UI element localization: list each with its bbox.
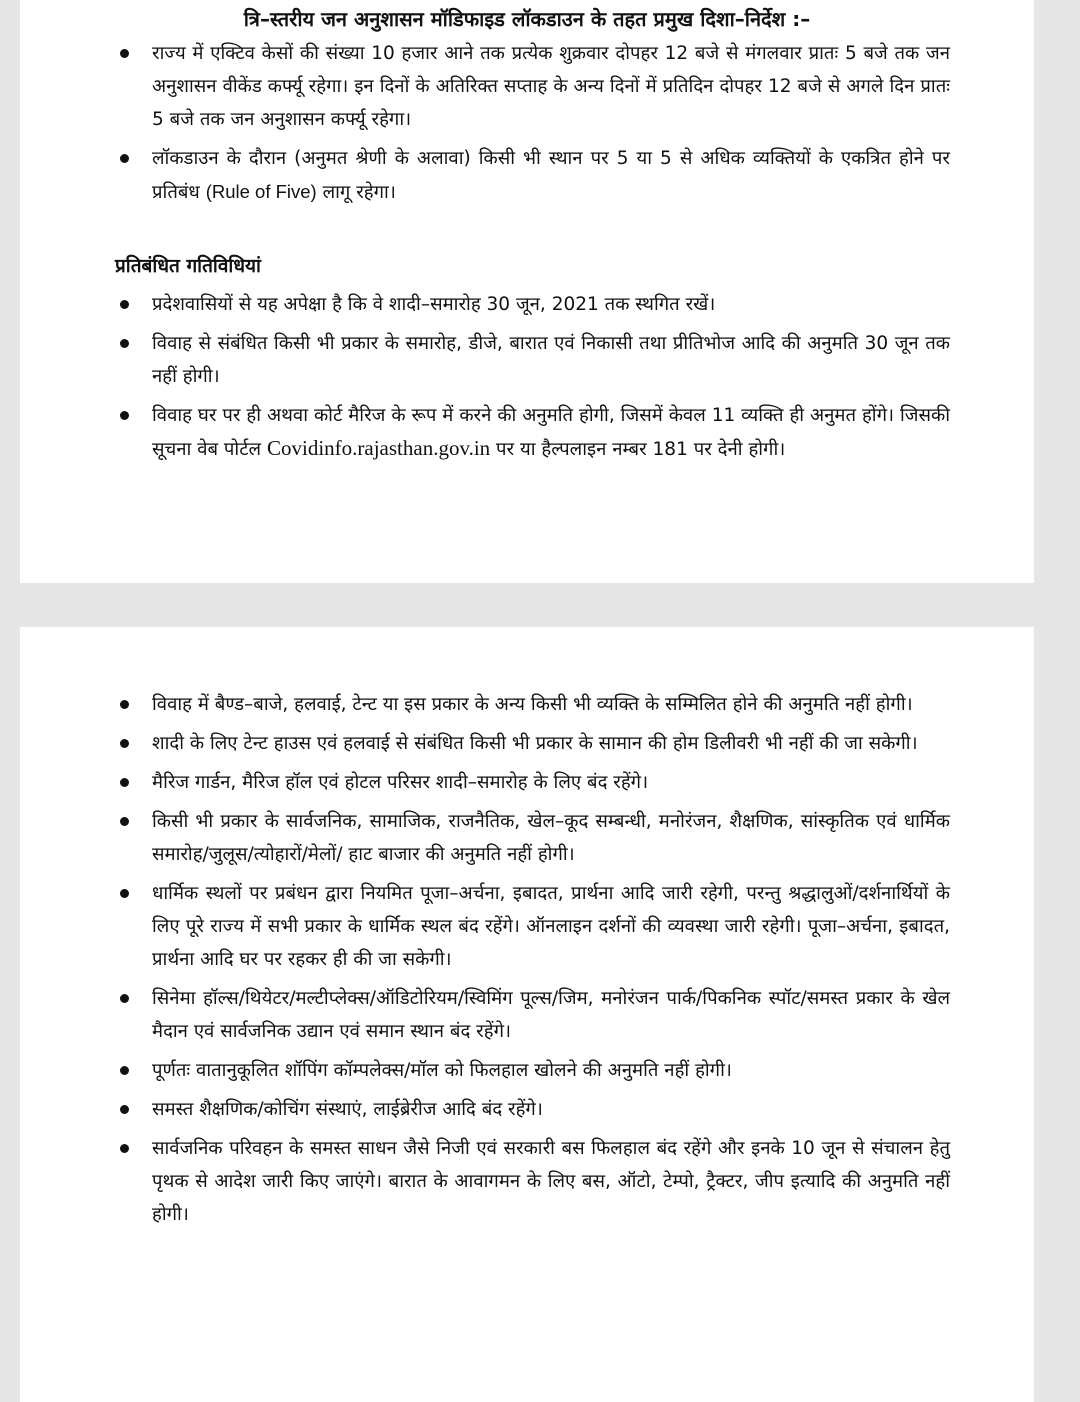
- intro-list: [118, 37, 950, 209]
- document-page-1: [20, 0, 1034, 583]
- bullet-icon: [120, 700, 129, 709]
- bullet-icon: [120, 889, 129, 898]
- restricted-list: [118, 288, 950, 466]
- list-item: मैरिज गार्डन, मैरिज हॉल एवं होटल परिसर शादी–समारोह के लिए बंद रहेंगे।: [118, 766, 950, 799]
- list-item: राज्य में एक्टिव केसों की संख्या 10 हजार आने तक प्रत्येक शुक्रवार दोपहर 12 बजे से मंगलवार प्रातः 5 बजे तक जन अनुशासन वीकेंड कर्फ्यू रहेगा। इन दिनों के अतिरिक्त सप्ताह के अन्य दिनों में प्रतिदिन दोपहर 12 बजे से अगले दिन प्रातः 5 बजे तक जन अनुशासन कर्फ्यू रहेगा।: [118, 37, 950, 136]
- bullet-icon: [120, 778, 129, 787]
- bullet-icon: [120, 1105, 129, 1114]
- list-item: सिनेमा हॉल्स/थियेटर/मल्टीप्लेक्स/ऑडिटोरियम/स्विमिंग पूल्स/जिम, मनोरंजन पार्क/पिकनिक स्पॉट/समस्त प्रकार के खेल मैदान एवं सार्वजनिक उद्यान एवं समान स्थान बंद रहेंगे।: [118, 982, 950, 1048]
- bullet-icon: [120, 411, 129, 420]
- list-item: समस्त शैक्षणिक/कोचिंग संस्थाएं, लाईब्रेरीज आदि बंद रहेंगे।: [118, 1093, 950, 1126]
- bullet-icon: [120, 1144, 129, 1153]
- list-item: पूर्णतः वातानुकूलित शॉपिंग कॉम्पलेक्स/मॉल को फिलहाल खोलने की अनुमति नहीं होगी।: [118, 1054, 950, 1087]
- list-item: लॉकडाउन के दौरान (अनुमत श्रेणी के अलावा) किसी भी स्थान पर 5 या 5 से अधिक व्यक्तियों के एकत्रित होने पर प्रतिबंध (Rule of Five) लागू रहेगा।: [118, 142, 950, 209]
- list-item: शादी के लिए टेन्ट हाउस एवं हलवाई से संबंधित किसी भी प्रकार के सामान की होम डिलीवरी भी नहीं की जा सकेगी।: [118, 727, 950, 760]
- bullet-icon: [120, 154, 129, 163]
- document-title: त्रि–स्तरीय जन अनुशासन मॉडिफाइड लॉकडाउन के तहत प्रमुख दिशा–निर्देश :–: [243, 7, 811, 31]
- list-item: धार्मिक स्थलों पर प्रबंधन द्वारा नियमित पूजा–अर्चना, इबादत, प्रार्थना आदि जारी रहेगी, परन्तु श्रद्धालुओं/दर्शनार्थियों के लिए पूरे राज्य में सभी प्रकार के धार्मिक स्थल बंद रहेंगे। ऑनलाइन दर्शनों की व्यवस्था जारी रहेगी। पूजा–अर्चना, इबादत, प्रार्थना आदि घर पर रहकर ही की जा सकेगी।: [118, 877, 950, 976]
- list-item: किसी भी प्रकार के सार्वजनिक, सामाजिक, राजनैतिक, खेल–कूद सम्बन्धी, मनोरंजन, शैक्षणिक, सांस्कृतिक एवं धार्मिक समारोह/जुलूस/त्योहारों/मेलों/ हाट बाजार की अनुमति नहीं होगी।: [118, 805, 950, 871]
- list-item: सार्वजनिक परिवहन के समस्त साधन जैसे निजी एवं सरकारी बस फिलहाल बंद रहेंगे और इनके 10 जून से संचालन हेतु पृथक से आदेश जारी किए जाएंगे। बारात के आवागमन के लिए बस, ऑटो, टेम्पो, ट्रैक्टर, जीप इत्यादि की अनुमति नहीं होगी।: [118, 1132, 950, 1231]
- list-item: विवाह में बैण्ड–बाजे, हलवाई, टेन्ट या इस प्रकार के अन्य किसी भी व्यक्ति के सम्मिलित होने की अनुमति नहीं होगी।: [118, 688, 950, 721]
- list-item: विवाह घर पर ही अथवा कोर्ट मैरिज के रूप में करने की अनुमति होगी, जिसमें केवल 11 व्यक्ति ही अनुमत होंगे। जिसकी सूचना वेब पोर्टल Covidinfo.rajasthan.gov.in पर या हैल्पलाइन नम्बर 181 पर देनी होगी।: [118, 399, 950, 466]
- rule-of-five: (Rule of Five): [205, 181, 317, 202]
- bullet-icon: [120, 49, 129, 58]
- list-item: प्रदेशवासियों से यह अपेक्षा है कि वे शादी–समारोह 30 जून, 2021 तक स्थगित रखें।: [118, 288, 950, 321]
- bullet-icon: [120, 1066, 129, 1075]
- bullet-icon: [120, 339, 129, 348]
- bullet-icon: [120, 300, 129, 309]
- bullet-icon: [120, 994, 129, 1003]
- bullet-icon: [120, 817, 129, 826]
- restricted-list-continued: [118, 688, 950, 1231]
- list-item: विवाह से संबंधित किसी भी प्रकार के समारोह, डीजे, बारात एवं निकासी तथा प्रीतिभोज आदि की अनुमति 30 जून तक नहीं होगी।: [118, 327, 950, 393]
- bullet-icon: [120, 739, 129, 748]
- document-page-2: [20, 627, 1034, 1402]
- section-heading: प्रतिबंधित गतिविधियां: [115, 255, 261, 277]
- web-portal-link[interactable]: Covidinfo.rajasthan.gov.in: [266, 436, 491, 460]
